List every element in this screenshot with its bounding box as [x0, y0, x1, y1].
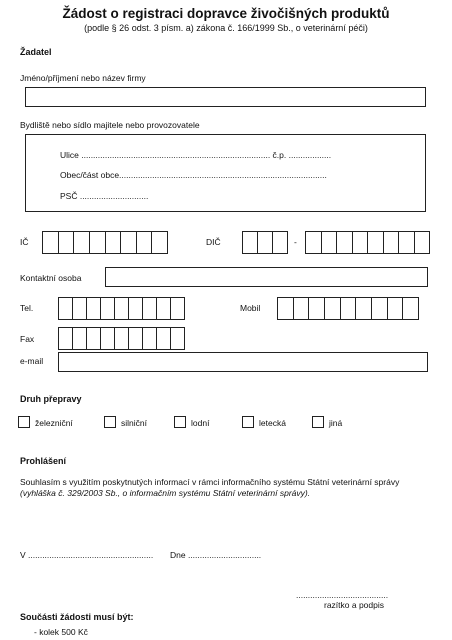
option-air-label: letecká [259, 418, 286, 428]
declaration-section-title: Prohlášení [20, 456, 67, 466]
contact-label: Kontaktní osoba [20, 273, 82, 283]
option-road-label: silniční [121, 418, 147, 428]
declaration-text: Souhlasím s využitím poskytnutých informací v rámci informačního systému Státní veterinární správy (vyhláška č. 329/2003 Sb., o informačním systému Státní veterinární správy). [20, 477, 400, 498]
zip-line: PSČ ............................. [60, 191, 149, 201]
address-label: Bydliště nebo sídlo majitele nebo provozovatele [20, 120, 200, 130]
contact-field[interactable] [105, 267, 428, 287]
email-field[interactable] [58, 352, 428, 372]
mobile-cells[interactable] [277, 297, 419, 320]
tel-cells[interactable] [58, 297, 185, 320]
name-label: Jméno/příjmení nebo název firmy [20, 73, 146, 83]
dic-prefix-cells[interactable] [242, 231, 288, 254]
form-subtitle: (podle § 26 odst. 3 písm. a) zákona č. 166/1999 Sb., o veterinární péči) [84, 23, 368, 33]
place-line: V ..................................................... [20, 550, 154, 560]
option-rail-label: železniční [35, 418, 73, 428]
city-line: Obec/část obce........................................................................................ [60, 170, 327, 180]
email-label: e-mail [20, 356, 44, 366]
ic-label: IČ [20, 237, 29, 247]
checkbox-rail[interactable] [18, 416, 30, 428]
mobile-label: Mobil [240, 303, 261, 313]
signature-dots: ....................................... [296, 590, 389, 600]
form-title: Žádost o registraci dopravce živočišných produktů [62, 6, 390, 21]
option-other-label: jiná [329, 418, 343, 428]
dic-dash: - [294, 237, 297, 247]
checkbox-ship[interactable] [174, 416, 186, 428]
transport-section-title: Druh přepravy [20, 394, 82, 404]
name-field[interactable] [25, 87, 426, 107]
option-ship-label: lodní [191, 418, 210, 428]
applicant-section-title: Žadatel [20, 47, 52, 57]
checkbox-air[interactable] [242, 416, 254, 428]
attachments-section-title: Součásti žádosti musí být: [20, 612, 134, 622]
date-line: Dne ............................... [170, 550, 262, 560]
address-box[interactable] [25, 134, 426, 212]
dic-number-cells[interactable] [305, 231, 430, 254]
checkbox-road[interactable] [104, 416, 116, 428]
fax-label: Fax [20, 334, 35, 344]
fax-cells[interactable] [58, 327, 185, 350]
tel-label: Tel. [20, 303, 34, 313]
dic-label: DIČ [206, 237, 221, 247]
signature-label: razítko a podpis [324, 600, 385, 610]
ic-cells[interactable] [42, 231, 168, 254]
street-line: Ulice ................................................................................ č.p. .................. [60, 150, 332, 160]
checkbox-other[interactable] [312, 416, 324, 428]
attachment-item: - kolek 500 Kč [34, 627, 88, 637]
